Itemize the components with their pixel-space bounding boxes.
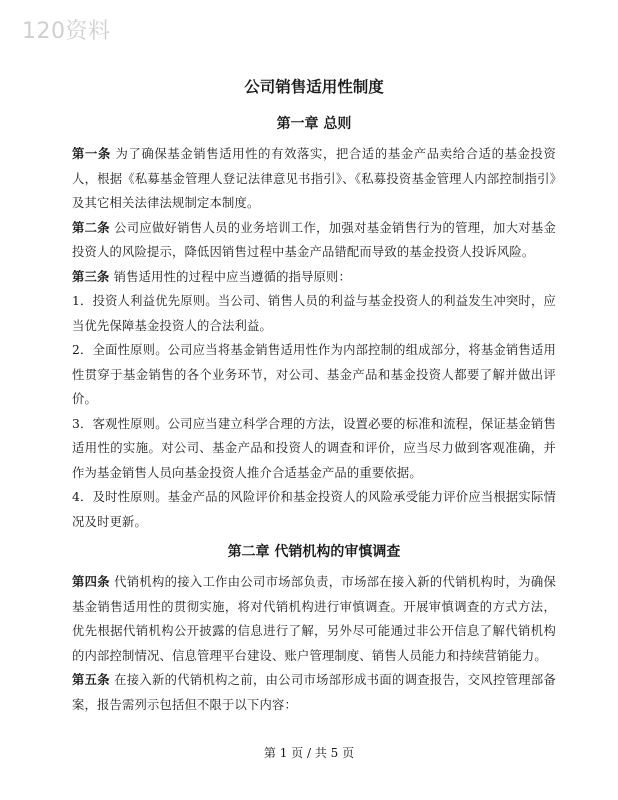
paragraph bbox=[72, 216, 556, 265]
paragraph bbox=[72, 289, 556, 338]
paragraph-text: 公司应做好销售人员的业务培训工作，加强对基金销售行为的管理，加大对基金投资人的风险提示，降低因销售过程中基金产品错配而导致的基金投资人投诉风险。 bbox=[72, 220, 556, 259]
paragraph-text: 在接入新的代销机构之前，由公司市场部形成书面的调查报告，交风控管理部备案，报告需列示包括但不限于以下内容： bbox=[72, 673, 556, 712]
paragraph bbox=[72, 570, 556, 668]
article-number: 第五条 bbox=[72, 672, 110, 687]
document-title: 公司销售适用性制度 bbox=[244, 77, 384, 96]
paragraph-text: 为了确保基金销售适用性的有效落实，把合适的基金产品卖给合适的基金投资人，根据《私募基金管理人登记法律意见书指引》、《私募投资基金管理人内部控制指引》及其它相关法律法规制定本制度。 bbox=[72, 147, 556, 210]
article-number: 第三条 bbox=[72, 268, 110, 284]
chapter-2-body bbox=[72, 570, 556, 717]
paragraph bbox=[72, 142, 556, 216]
article-number: 第二条 bbox=[72, 219, 110, 235]
document-body bbox=[72, 72, 556, 717]
chapter-1-title: 第一章 总则 bbox=[276, 116, 352, 132]
page-footer: 第 1 页 / 共 5 页 bbox=[263, 746, 355, 760]
paragraph bbox=[72, 338, 556, 412]
article-number: 第一条 bbox=[72, 146, 111, 161]
paragraph bbox=[72, 668, 556, 717]
paragraph-text: 4．及时性原则。基金产品的风险评价和基金投资人的风险承受能力评价应当根据实际情况及时更新。 bbox=[72, 490, 556, 529]
paragraph bbox=[72, 412, 556, 486]
paragraph-text: 代销机构的接入工作由公司市场部负责，市场部在接入新的代销机构时，为确保基金销售适用性的贯彻实施，将对代销机构进行审慎调查。开展审慎调查的方式方法，优先根据代销机构公开披露的信息进行了解，另外尽可能通过非公开信息了解代销机构的内部控制情况、信息管理平台建设、账户管理制度、销售人员能力和持续营销能力。 bbox=[72, 575, 556, 663]
chapter-2-title: 第二章 代销机构的审慎调查 bbox=[227, 544, 401, 560]
paragraph bbox=[72, 485, 556, 534]
paragraph-text: 销售适用性的过程中应当遵循的指导原则： bbox=[109, 269, 352, 284]
article-number: 第四条 bbox=[72, 574, 110, 589]
paragraph bbox=[72, 265, 556, 290]
paragraph-text: 2．全面性原则。公司应当将基金销售适用性作为内部控制的组成部分，将基金销售适用性贯穿于基金销售的各个业务环节，对公司、基金产品和基金投资人都要了解并做出评价。 bbox=[72, 343, 556, 406]
paragraph-text: 3．客观性原则。公司应当建立科学合理的方法，设置必要的标准和流程，保证基金销售适用性的实施。对公司、基金产品和投资人的调查和评价，应当尽力做到客观准确，并作为基金销售人员向基金投资人推介合适基金产品的重要依据。 bbox=[72, 416, 556, 480]
watermark: 120资料 bbox=[22, 19, 111, 44]
chapter-1-body bbox=[72, 142, 556, 534]
paragraph-text: 1．投资人利益优先原则。当公司、销售人员的利益与基金投资人的利益发生冲突时，应当优先保障基金投资人的合法利益。 bbox=[72, 294, 556, 333]
